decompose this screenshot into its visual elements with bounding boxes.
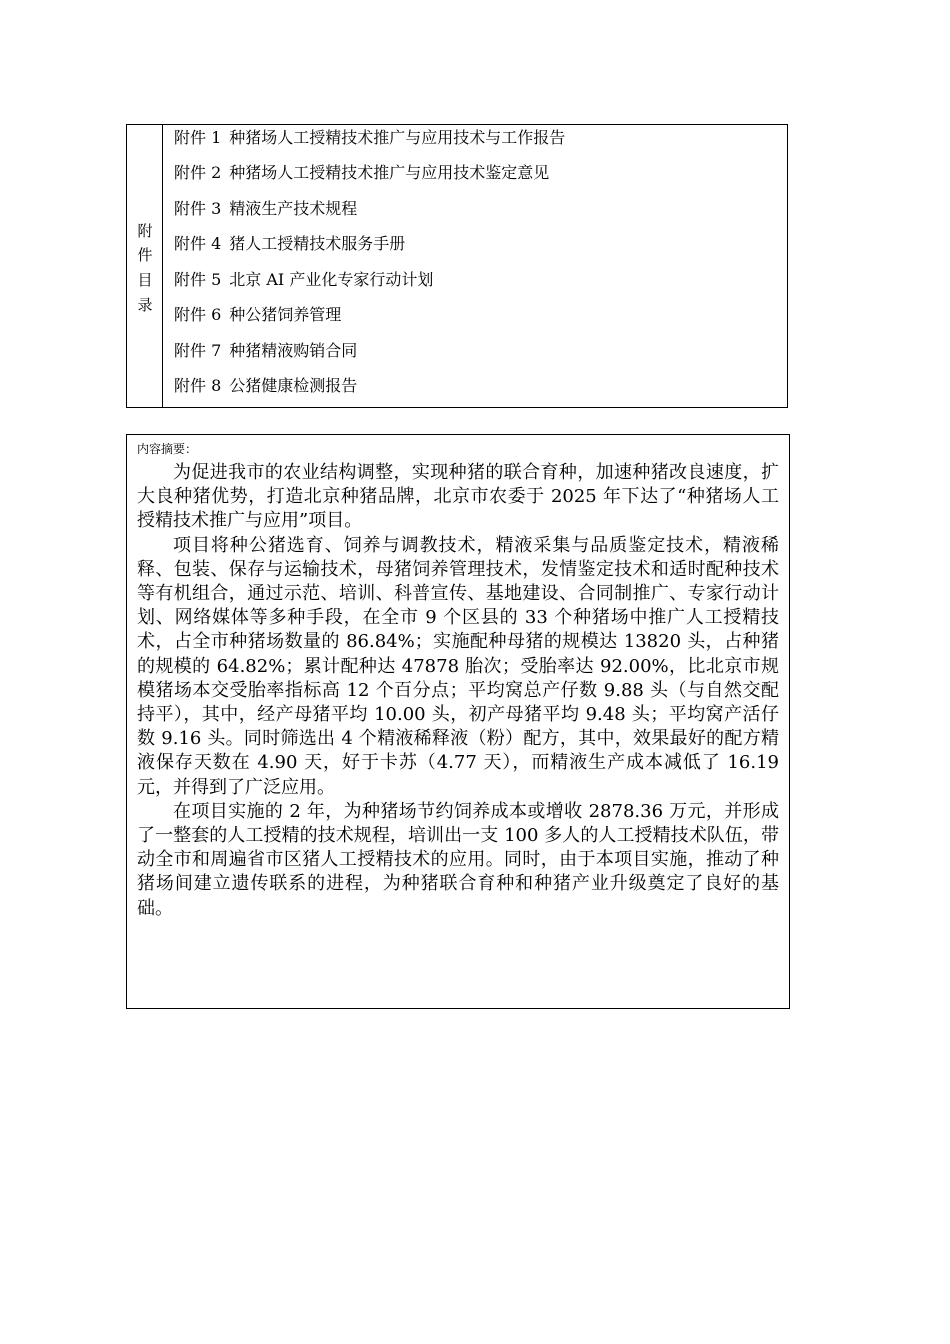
summary-paragraph: 项目将种公猪选育、饲养与调教技术，精液采集与品质鉴定技术，精液稀释、包装、保存与运输技术，母猪饲养管理技术，发情鉴定技术和适时配种技术等有机组合，通过示范、培训、科普宣传、基地建设、合同制推广、专家行动计划、网络媒体等多种手段，在全市 9 个区县的 33 个种猪场中推广人工授精技术，占全市种猪场数量的 86.84%；实施配种母猪的规模达 13820 头，占种猪的规模的 64.82%；累计配种达 47878 胎次；受胎率达 92.00%，比北京市规模猪场本交受胎率指标高 12 个百分点；平均窝总产仔数 9.88 头（与自然交配持平），其中，经产母猪平均 10.00 头，初产母猪平均 9.48 头；平均窝产活仔数 9.16 头。同时筛选出 4 个精液稀释液（粉）配方，其中，效果最好的配方精液保存天数在 4.90 天，好于卡苏（4.77 天），而精液生产成本减低了 16.19 元，并得到了广泛应用。	[137, 534, 779, 798]
annex-item	[174, 198, 357, 220]
annex-item-title: 种猪精液购销合同	[229, 341, 358, 360]
summary-body	[137, 461, 779, 921]
annex-item-title: 北京 AI 产业化专家行动计划	[229, 270, 434, 289]
annex-item-title: 精液生产技术规程	[229, 199, 358, 218]
annex-item-number: 附件 7	[174, 341, 222, 360]
annex-item-number: 附件 8	[174, 376, 222, 395]
annex-label-column	[127, 125, 163, 407]
annex-item-number: 附件 3	[174, 199, 222, 218]
annex-item-number: 附件 5	[174, 270, 222, 289]
annex-table	[126, 124, 788, 408]
annex-item	[174, 304, 341, 326]
summary-paragraph: 为促进我市的农业结构调整，实现种猪的联合育种，加速种猪改良速度，扩大良种猪优势，打造北京种猪品牌，北京市农委于 2025 年下达了“种猪场人工授精技术推广与应用”项目。	[137, 462, 779, 532]
annex-item-title: 猪人工授精技术服务手册	[229, 234, 406, 253]
summary-label: 内容摘要：	[137, 442, 198, 456]
annex-item-number: 附件 2	[174, 163, 222, 182]
annex-item-number: 附件 6	[174, 305, 222, 324]
annex-item	[174, 233, 405, 255]
annex-label-char: 录	[137, 296, 153, 314]
annex-item	[174, 162, 549, 184]
annex-item-number: 附件 1	[174, 128, 222, 147]
annex-item	[174, 269, 433, 291]
annex-item-title: 公猪健康检测报告	[229, 376, 358, 395]
annex-label-char: 附	[137, 222, 153, 240]
annex-item-title: 种猪场人工授精技术推广与应用技术鉴定意见	[229, 163, 550, 182]
summary-box	[126, 434, 790, 1009]
summary-paragraph: 在项目实施的 2 年，为种猪场节约饲养成本或增收 2878.36 万元，并形成了一整套的人工授精的技术规程，培训出一支 100 多人的人工授精技术队伍，带动全市和周遍省市区猪人工授精技术的应用。同时，由于本项目实施，推动了种猪场间建立遗传联系的进程，为种猪联合育种和种猪产业升级奠定了良好的基础。	[137, 800, 779, 919]
annex-label-char: 件	[137, 246, 153, 264]
annex-item-title: 种猪场人工授精技术推广与应用技术与工作报告	[229, 128, 566, 147]
annex-label-char: 目	[137, 271, 153, 289]
annex-item	[174, 340, 357, 362]
annex-item	[174, 375, 357, 397]
annex-item	[174, 127, 565, 149]
annex-item-title: 种公猪饲养管理	[229, 305, 342, 324]
annex-item-number: 附件 4	[174, 234, 222, 253]
